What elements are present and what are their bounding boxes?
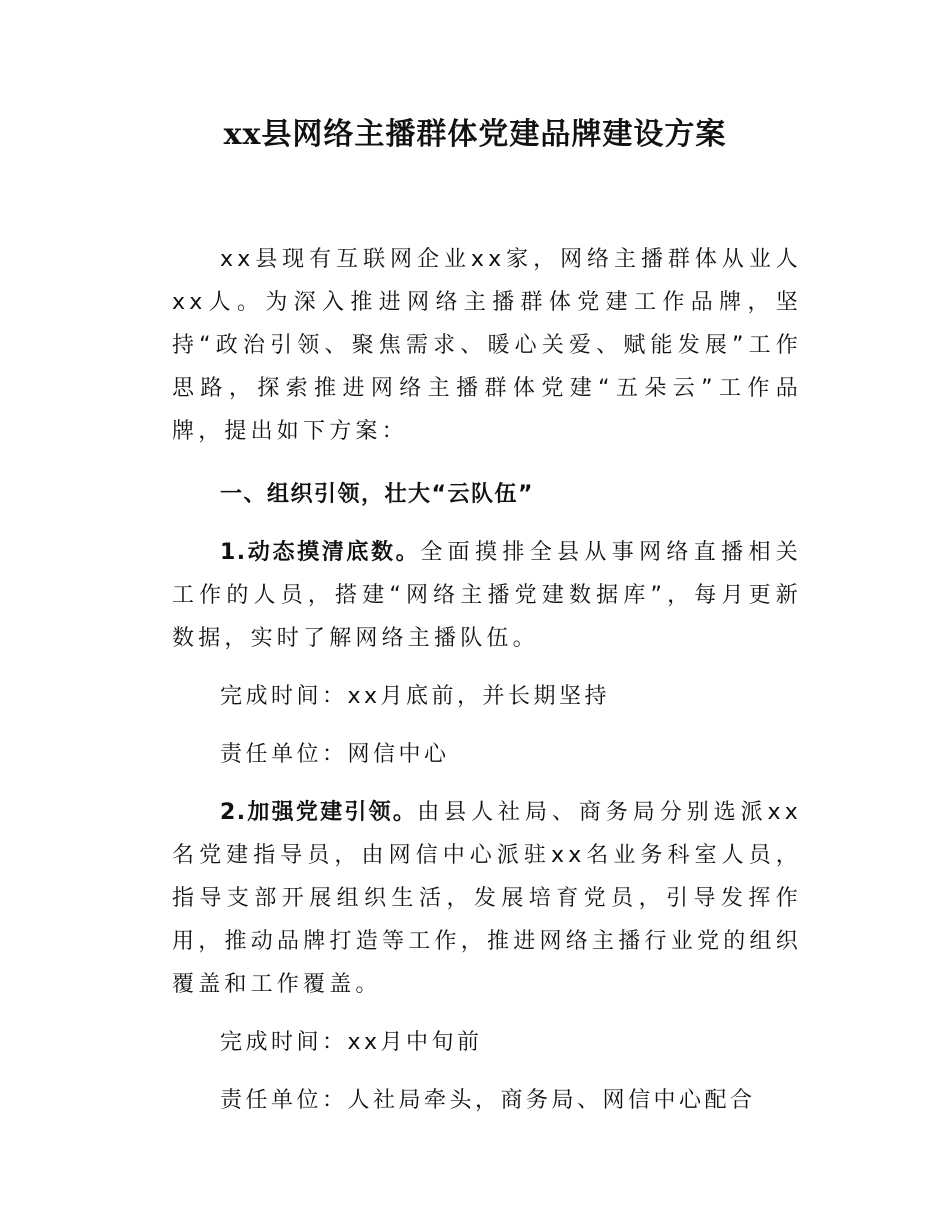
- item-1-completion-time: 完成时间：xx月底前，并长期坚持: [220, 684, 611, 709]
- section-heading: 一、组织引领，壮大“云队伍”: [220, 482, 534, 507]
- item-1-lead: 1.动态摸清底数。: [220, 540, 421, 565]
- item-1-responsible-unit: 责任单位：网信中心: [220, 742, 450, 767]
- document-body: [172, 238, 802, 1122]
- item-2-lead: 2.加强党建引领。: [220, 800, 418, 825]
- item-2-responsible-unit: 责任单位：人社局牵头，商务局、网信中心配合: [220, 1088, 756, 1113]
- item-2-text: 由县人社局、商务局分别选派xx名党建指导员，由网信中心派驻xx名业务科室人员，指导支部开展组织生活，发展培育党员，引导发挥作用，推动品牌打造等工作，推进网络主播行业党的组织覆盖和工作覆盖。: [172, 800, 802, 997]
- document-title: xx县网络主播群体党建品牌建设方案: [223, 117, 727, 152]
- item-1-text: 全面摸排全县从事网络直播相关工作的人员，搭建“网络主播党建数据库”，每月更新数据，实时了解网络主播队伍。: [172, 540, 802, 651]
- item-2-completion-time: 完成时间：xx月中旬前: [220, 1030, 483, 1055]
- item-1-paragraph: [172, 531, 802, 660]
- item-2-paragraph: [172, 791, 802, 1006]
- intro-paragraph: xx县现有互联网企业xx家，网络主播群体从业人xx人。为深入推进网络主播群体党建工作品牌，坚持“政治引领、聚焦需求、暖心关爱、赋能发展”工作思路，探索推进网络主播群体党建“五朵云”工作品牌，提出如下方案：: [172, 247, 802, 444]
